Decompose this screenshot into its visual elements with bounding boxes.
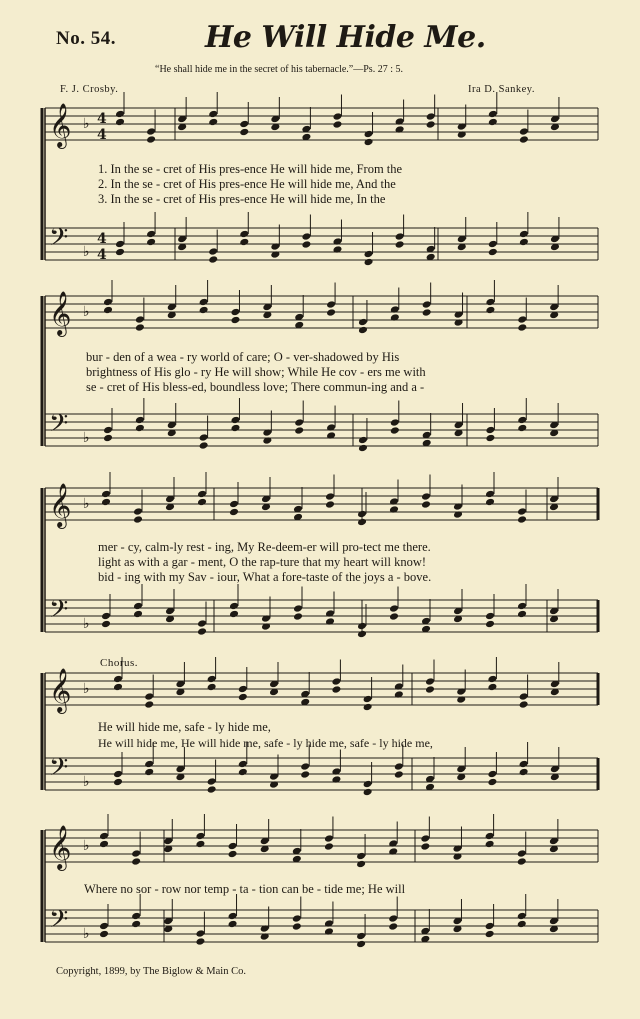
note-head — [239, 238, 249, 247]
note-head — [131, 857, 141, 866]
note-head — [131, 912, 141, 921]
composer-credit: Ira D. Sankey. — [468, 84, 535, 95]
note-head — [101, 498, 111, 507]
treble-clef-icon: 𝄞 — [49, 291, 72, 335]
note-head — [517, 602, 527, 611]
bass-clef-icon: 𝄢 — [49, 595, 69, 630]
note-head — [331, 685, 341, 694]
time-signature-icon: 4 — [97, 127, 107, 143]
note-head — [101, 612, 111, 621]
note-head — [421, 492, 431, 501]
note-head — [395, 240, 405, 249]
note-head — [208, 110, 218, 119]
note-head — [487, 683, 497, 692]
lyric-s1-v2: 2. In the se - cret of His pres-ence He will hide me, And the — [98, 177, 396, 191]
note-head — [146, 238, 156, 247]
note-head — [135, 416, 145, 425]
note-head — [208, 255, 218, 264]
note-head — [292, 922, 302, 931]
note-head — [103, 426, 113, 435]
note-head — [421, 500, 431, 509]
note-head — [101, 490, 111, 499]
lyric-s2-v2: brightness of His glo - ry He will show; While He cov - ers me with — [86, 365, 426, 379]
note-head — [331, 677, 341, 686]
note-head — [195, 937, 205, 946]
note-head — [228, 842, 238, 851]
flat-sign-icon: ♭ — [83, 244, 90, 260]
note-head — [292, 914, 302, 923]
note-head — [390, 418, 400, 427]
note-head — [238, 693, 248, 702]
note-head — [115, 110, 125, 119]
time-signature-icon: 4 — [97, 247, 107, 263]
note-head — [487, 778, 497, 787]
note-head — [358, 326, 368, 335]
note-head — [517, 849, 527, 858]
note-head — [358, 444, 368, 453]
note-head — [363, 703, 373, 712]
note-head — [133, 507, 143, 516]
note-head — [519, 238, 529, 247]
note-head — [113, 675, 123, 684]
note-head — [103, 306, 113, 315]
note-head — [485, 306, 495, 315]
note-head — [199, 433, 209, 442]
note-head — [363, 788, 373, 797]
note-head — [426, 112, 436, 121]
note-head — [293, 612, 303, 621]
note-head — [485, 490, 495, 499]
note-head — [208, 118, 218, 127]
note-head — [517, 912, 527, 921]
note-head — [300, 762, 310, 771]
note-head — [113, 778, 123, 787]
note-head — [228, 912, 238, 921]
note-head — [146, 230, 156, 239]
note-head — [199, 298, 209, 307]
note-head — [388, 922, 398, 931]
note-head — [144, 700, 154, 709]
note-head — [485, 498, 495, 507]
note-head — [485, 930, 495, 939]
note-head — [99, 930, 109, 939]
note-head — [485, 434, 495, 443]
note-head — [363, 780, 373, 789]
note-head — [395, 232, 405, 241]
note-head — [230, 308, 240, 317]
note-head — [487, 675, 497, 684]
note-head — [517, 920, 527, 929]
note-head — [388, 914, 398, 923]
flat-sign-icon: ♭ — [83, 616, 90, 632]
note-head — [356, 852, 366, 861]
note-head — [364, 138, 374, 147]
note-head — [228, 850, 238, 859]
treble-clef-icon: 𝄞 — [49, 103, 72, 147]
note-head — [519, 127, 529, 136]
note-head — [197, 627, 207, 636]
note-head — [517, 857, 527, 866]
note-head — [519, 700, 529, 709]
note-head — [239, 230, 249, 239]
note-head — [356, 940, 366, 949]
note-head — [208, 247, 218, 256]
flat-sign-icon: ♭ — [83, 304, 90, 320]
note-head — [519, 692, 529, 701]
note-head — [229, 508, 239, 517]
note-head — [357, 510, 367, 519]
note-head — [488, 110, 498, 119]
note-head — [422, 300, 432, 309]
note-head — [301, 232, 311, 241]
note-head — [115, 248, 125, 257]
treble-clef-icon: 𝄞 — [49, 668, 72, 712]
note-head — [195, 840, 205, 849]
lyric-chorus-echo: He will hide me, He will hide me, safe - ly hide me, safe - ly hide me, — [98, 736, 433, 750]
note-head — [485, 612, 495, 621]
note-head — [131, 920, 141, 929]
note-head — [230, 416, 240, 425]
note-head — [485, 620, 495, 629]
note-head — [301, 240, 311, 249]
lyric-s2-v1: bur - den of a wea - ry world of care; O - ver-shadowed by His — [86, 350, 400, 364]
note-head — [485, 832, 495, 841]
note-head — [517, 416, 527, 425]
note-head — [115, 118, 125, 127]
time-signature-icon: 4 — [97, 231, 107, 247]
lyric-s3-v3: bid - ing with my Sav - iour, What a fore-taste of the joys a - bove. — [98, 570, 432, 584]
note-head — [115, 240, 125, 249]
note-head — [356, 860, 366, 869]
lyric-s5: Where no sor - row nor temp - ta - tion can be - tide me; He will — [84, 882, 406, 896]
note-head — [144, 768, 154, 777]
note-head — [99, 832, 109, 841]
note-head — [517, 610, 527, 619]
note-head — [230, 424, 240, 433]
note-head — [517, 515, 527, 524]
note-head — [133, 515, 143, 524]
note-head — [519, 768, 529, 777]
note-head — [394, 770, 404, 779]
note-head — [197, 498, 207, 507]
note-head — [103, 298, 113, 307]
note-head — [131, 849, 141, 858]
scripture-epigraph: “He shall hide me in the secret of his tabernacle.”—Ps. 27 : 5. — [155, 64, 403, 75]
lyric-s1-v3: 3. In the se - cret of His pres-ence He will hide me, In the — [98, 192, 386, 206]
bass-clef-icon: 𝄢 — [49, 409, 69, 444]
note-head — [488, 240, 498, 249]
chorus-label: Chorus. — [100, 657, 139, 669]
note-head — [332, 112, 342, 121]
note-head — [488, 118, 498, 127]
note-head — [113, 683, 123, 692]
note-head — [294, 418, 304, 427]
note-head — [300, 770, 310, 779]
note-head — [356, 932, 366, 941]
note-head — [133, 602, 143, 611]
note-head — [238, 768, 248, 777]
lyric-s2-v3: se - cret of His bless-ed, boundless love; There commun-ing and a - — [86, 380, 425, 394]
lyric-s3-v1: mer - cy, calm-ly rest - ing, My Re-deem-er will pro-tect me there. — [98, 540, 431, 554]
lyric-s1-v1: 1. In the se - cret of His pres-ence He will hide me, From the — [98, 162, 403, 176]
note-head — [389, 604, 399, 613]
note-head — [294, 426, 304, 435]
note-head — [357, 630, 367, 639]
lyric-s3-v2: light as with a gar - ment, O the rap-ture that my heart will know! — [98, 555, 427, 569]
note-head — [332, 120, 342, 129]
note-head — [364, 250, 374, 259]
note-head — [517, 507, 527, 516]
note-head — [229, 610, 239, 619]
note-head — [99, 840, 109, 849]
note-head — [146, 135, 156, 144]
note-head — [207, 777, 217, 786]
note-head — [485, 840, 495, 849]
flat-sign-icon: ♭ — [83, 430, 90, 446]
note-head — [519, 135, 529, 144]
note-head — [144, 692, 154, 701]
note-head — [144, 760, 154, 769]
note-head — [485, 426, 495, 435]
note-head — [228, 920, 238, 929]
note-head — [238, 685, 248, 694]
flat-sign-icon: ♭ — [83, 496, 90, 512]
note-head — [326, 308, 336, 317]
note-head — [426, 120, 436, 129]
bass-clef-icon: 𝄢 — [49, 753, 69, 788]
note-head — [238, 760, 248, 769]
note-head — [199, 441, 209, 450]
flat-sign-icon: ♭ — [83, 926, 90, 942]
note-head — [99, 922, 109, 931]
note-head — [517, 424, 527, 433]
note-head — [197, 619, 207, 628]
note-head — [229, 500, 239, 509]
copyright-notice: Copyright, 1899, by The Biglow & Main Co. — [56, 966, 246, 977]
note-head — [389, 612, 399, 621]
note-head — [207, 675, 217, 684]
flat-sign-icon: ♭ — [83, 774, 90, 790]
note-head — [422, 308, 432, 317]
note-head — [519, 230, 529, 239]
note-head — [325, 500, 335, 509]
note-head — [239, 128, 249, 137]
flat-sign-icon: ♭ — [83, 838, 90, 854]
flat-sign-icon: ♭ — [83, 681, 90, 697]
note-head — [420, 842, 430, 851]
flat-sign-icon: ♭ — [83, 116, 90, 132]
note-head — [394, 762, 404, 771]
note-head — [357, 518, 367, 527]
note-head — [324, 834, 334, 843]
note-head — [517, 315, 527, 324]
note-head — [103, 434, 113, 443]
treble-clef-icon: 𝄞 — [49, 483, 72, 527]
note-head — [358, 318, 368, 327]
note-head — [239, 120, 249, 129]
note-head — [485, 298, 495, 307]
hymn-number: No. 54. — [56, 28, 116, 49]
note-head — [199, 306, 209, 315]
note-head — [146, 127, 156, 136]
bass-clef-icon: 𝄢 — [49, 223, 69, 258]
note-head — [364, 258, 374, 267]
author-credit: F. J. Crosby. — [60, 84, 119, 95]
note-head — [425, 685, 435, 694]
note-head — [230, 316, 240, 325]
note-head — [135, 315, 145, 324]
time-signature-icon: 4 — [97, 111, 107, 127]
note-head — [420, 834, 430, 843]
note-head — [293, 604, 303, 613]
note-head — [195, 929, 205, 938]
note-head — [357, 622, 367, 631]
note-head — [197, 490, 207, 499]
note-head — [229, 602, 239, 611]
note-head — [390, 426, 400, 435]
note-head — [101, 620, 111, 629]
note-head — [135, 424, 145, 433]
bass-clef-icon: 𝄢 — [49, 905, 69, 940]
note-head — [113, 770, 123, 779]
note-head — [326, 300, 336, 309]
note-head — [325, 492, 335, 501]
note-head — [517, 323, 527, 332]
note-head — [485, 922, 495, 931]
note-head — [364, 130, 374, 139]
note-head — [135, 323, 145, 332]
lyric-chorus-soprano: He will hide me, safe - ly hide me, — [98, 720, 271, 734]
note-head — [488, 248, 498, 257]
note-head — [363, 695, 373, 704]
note-head — [195, 832, 205, 841]
note-head — [207, 683, 217, 692]
note-head — [207, 785, 217, 794]
note-head — [425, 677, 435, 686]
hymn-title: He Will Hide Me. — [205, 20, 486, 55]
note-head — [487, 770, 497, 779]
treble-clef-icon: 𝄞 — [49, 825, 72, 869]
note-head — [133, 610, 143, 619]
note-head — [358, 436, 368, 445]
note-head — [324, 842, 334, 851]
note-head — [519, 760, 529, 769]
